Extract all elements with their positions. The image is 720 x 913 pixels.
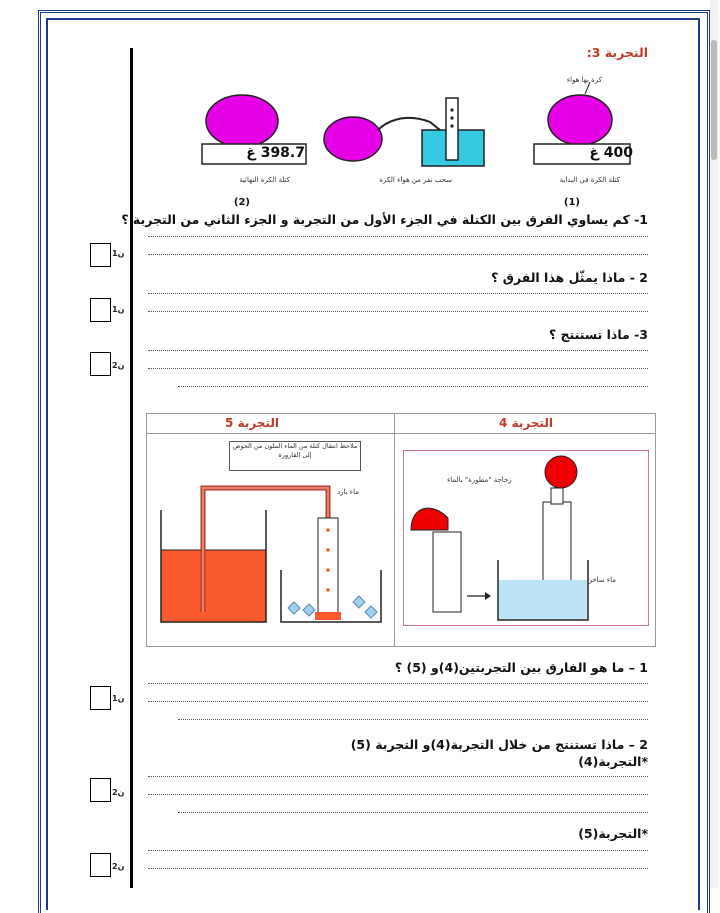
- part2-label: (2): [233, 197, 250, 208]
- score-mark: 2ن: [112, 788, 125, 797]
- caption-final: كتلة الكرة النهائية: [239, 176, 290, 184]
- score-box[interactable]: [90, 778, 111, 802]
- score-box[interactable]: [90, 243, 111, 267]
- question-3-1: 1- كم يساوي الفرق بين الكتلة في الجزء الأول من التجربة و الجزء الثاني من التجربة ؟: [121, 212, 648, 227]
- balloon-initial: [548, 95, 612, 145]
- score-box[interactable]: [90, 298, 111, 322]
- score-mark: 2ن: [112, 361, 125, 370]
- sub-experiment4: *التجربة(4): [578, 754, 648, 769]
- score-mark: 2ن: [112, 862, 125, 871]
- label-balloon: زجاجة "مطورة" بالماء: [447, 476, 512, 484]
- test-tube: [446, 98, 458, 160]
- answer-line[interactable]: [148, 683, 648, 684]
- experiment3-figure: [190, 78, 650, 188]
- answer-line[interactable]: [148, 701, 648, 702]
- sub-experiment5: *التجربة(5): [578, 826, 648, 841]
- answer-line[interactable]: [148, 368, 648, 369]
- answer-line[interactable]: [178, 719, 648, 720]
- answer-line[interactable]: [148, 850, 648, 851]
- answer-line[interactable]: [178, 812, 648, 813]
- caption-middle: سحب نفر من هواء الكرة: [379, 176, 452, 184]
- answer-line[interactable]: [178, 386, 648, 387]
- answer-line[interactable]: [148, 293, 648, 294]
- experiments-4-5-table: [146, 413, 656, 647]
- answer-line[interactable]: [148, 254, 648, 255]
- answer-line[interactable]: [148, 776, 648, 777]
- mass-final: 398.7 غ: [246, 145, 305, 161]
- score-box[interactable]: [90, 853, 111, 877]
- score-mark: 1ن: [112, 305, 125, 314]
- scrollbar-thumb[interactable]: [711, 40, 717, 160]
- answer-line[interactable]: [148, 236, 648, 237]
- score-box[interactable]: [90, 352, 111, 376]
- score-mark: 1ن: [112, 694, 125, 703]
- question-45-2: 2 – ماذا تستنتج من خلال التجربة(4)و التجربة (5): [350, 737, 648, 752]
- answer-line[interactable]: [148, 350, 648, 351]
- experiment3-title: التجربة 3:: [586, 45, 648, 60]
- answer-line[interactable]: [148, 868, 648, 869]
- question-45-1: 1 – ما هو الفارق بين التجربتين(4)و (5) ؟: [394, 660, 648, 675]
- answer-line[interactable]: [148, 794, 648, 795]
- part1-label: (1): [563, 197, 580, 208]
- caption-initial: كتلة الكرة في البداية: [559, 176, 620, 184]
- question-3-3: 3- ماذا تستنتج ؟: [548, 327, 648, 342]
- experiment4-figure: [403, 450, 649, 626]
- score-mark: 1ن: [112, 249, 125, 258]
- answer-line[interactable]: [148, 311, 648, 312]
- experiment5-title: التجربة 5: [225, 416, 279, 430]
- question-3-2: 2 - ماذا يمثّل هذا الفرق ؟: [491, 270, 648, 285]
- margin-divider: [130, 48, 133, 888]
- mass-initial: 400 غ: [589, 145, 633, 161]
- label-cold-water: ماء بارد: [337, 488, 359, 496]
- balloon-final: [206, 95, 278, 147]
- balloon-middle: [324, 117, 382, 161]
- experiment4-title: التجربة 4: [499, 416, 553, 430]
- score-box[interactable]: [90, 686, 111, 710]
- ball-note: كرة بها هواء: [566, 76, 602, 84]
- experiment5-note: ملاحظ انتقال كتلة من الماء الملون من الحوض إلى القارورة: [229, 441, 361, 471]
- label-hot-water: ماء ساخن: [587, 576, 617, 584]
